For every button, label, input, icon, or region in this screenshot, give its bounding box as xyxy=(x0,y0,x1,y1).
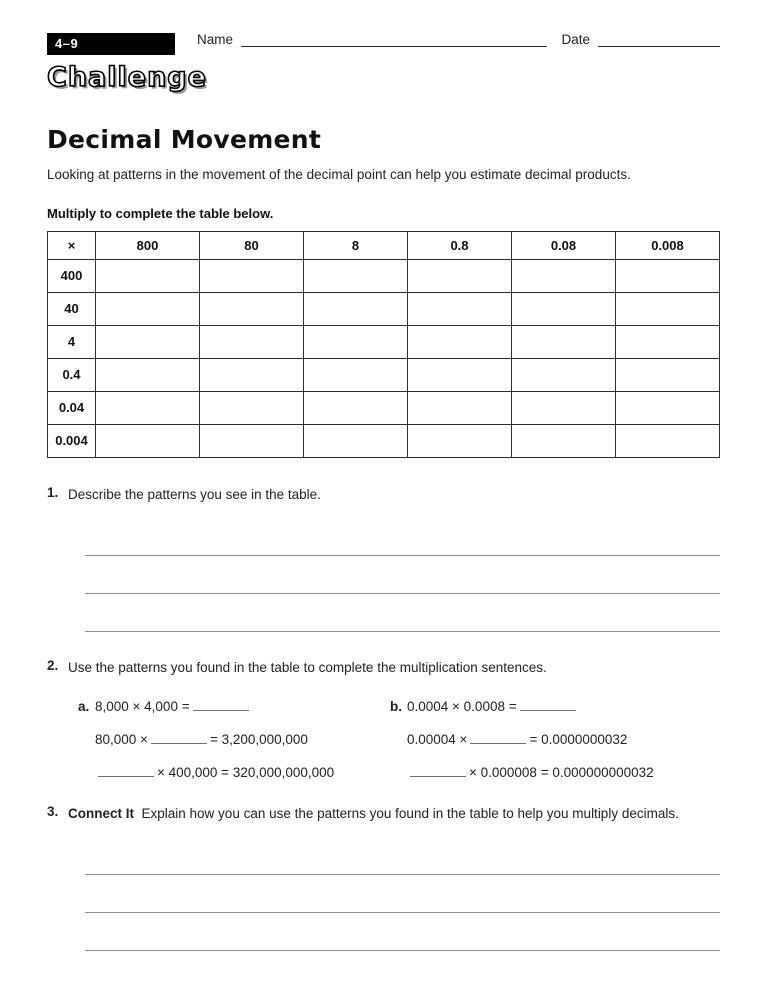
table-cell-empty xyxy=(512,391,616,424)
table-cell-empty xyxy=(304,325,408,358)
name-blank-line xyxy=(241,37,547,47)
table-cell-empty xyxy=(512,259,616,292)
table-cell-empty xyxy=(512,292,616,325)
question-3-heading: Connect It xyxy=(68,805,134,821)
table-cell-empty xyxy=(616,292,720,325)
equation-text: 8,000 × 4,000 = xyxy=(95,698,190,714)
equation-b3 xyxy=(390,764,720,780)
table-cell-empty xyxy=(408,292,512,325)
question-1-answer-area xyxy=(85,518,720,632)
date-label: Date xyxy=(561,32,590,47)
table-header-row xyxy=(48,231,720,259)
table-row xyxy=(48,358,720,391)
answer-line xyxy=(85,875,720,913)
equation-text: 80,000 × xyxy=(95,731,148,747)
table-cell-empty xyxy=(200,259,304,292)
table-cell-empty xyxy=(200,424,304,457)
table-row-label: 40 xyxy=(48,292,96,325)
equation-b1 xyxy=(390,698,720,714)
table-cell-empty xyxy=(304,358,408,391)
table-cell-empty xyxy=(96,325,200,358)
equation-text: = 3,200,000,000 xyxy=(209,731,308,747)
equation-text: × 0.000008 = 0.000000000032 xyxy=(469,764,654,780)
table-cell-empty xyxy=(200,358,304,391)
table-row-label: 0.04 xyxy=(48,391,96,424)
table-cell-empty xyxy=(408,325,512,358)
table-cell-empty xyxy=(96,358,200,391)
table-header-cell: 0.08 xyxy=(512,231,616,259)
table-corner-cell: × xyxy=(48,231,96,259)
table-header-cell: 8 xyxy=(304,231,408,259)
date-blank-line xyxy=(598,37,720,47)
equation-a3 xyxy=(78,764,390,780)
table-cell-empty xyxy=(512,325,616,358)
question-3-text xyxy=(68,804,720,824)
table-cell-empty xyxy=(96,259,200,292)
table-header-cell: 800 xyxy=(96,231,200,259)
multiplication-table xyxy=(47,231,720,458)
answer-line xyxy=(85,594,720,632)
question-2-text: Use the patterns you found in the table to complete the multiplication sentences. xyxy=(68,660,547,676)
header-row xyxy=(47,33,720,55)
table-cell-empty xyxy=(512,424,616,457)
equation-a-label: a. xyxy=(78,698,90,714)
answer-blank xyxy=(193,698,249,711)
table-cell-empty xyxy=(616,325,720,358)
equation-text: = 0.0000000032 xyxy=(529,731,628,747)
table-row xyxy=(48,292,720,325)
table-cell-empty xyxy=(408,424,512,457)
answer-line xyxy=(85,518,720,556)
worksheet-title: Decimal Movement xyxy=(47,125,322,154)
equation-text: × 400,000 = 320,000,000,000 xyxy=(157,764,335,780)
equation-a1 xyxy=(78,698,390,714)
table-cell-empty xyxy=(304,424,408,457)
name-date-row xyxy=(197,33,720,49)
question-3-number: 3. xyxy=(47,803,59,819)
answer-line xyxy=(85,913,720,951)
table-cell-empty xyxy=(408,391,512,424)
table-header-cell: 80 xyxy=(200,231,304,259)
equation-b2 xyxy=(390,731,720,747)
challenge-logo: Challenge xyxy=(47,62,207,93)
answer-blank xyxy=(470,731,526,744)
equation-text: 0.00004 × xyxy=(407,731,468,747)
answer-line xyxy=(85,837,720,875)
table-row-label: 0.4 xyxy=(48,358,96,391)
table-row-label: 400 xyxy=(48,259,96,292)
table-cell-empty xyxy=(304,292,408,325)
table-cell-empty xyxy=(616,391,720,424)
table-cell-empty xyxy=(304,391,408,424)
question-2-equations xyxy=(78,698,720,780)
answer-line xyxy=(85,556,720,594)
table-cell-empty xyxy=(200,391,304,424)
question-2 xyxy=(47,658,720,678)
lesson-number-badge: 4–9 xyxy=(47,33,175,55)
equation-a2 xyxy=(78,731,390,747)
table-cell-empty xyxy=(200,325,304,358)
question-3 xyxy=(47,804,720,824)
table-cell-empty xyxy=(408,259,512,292)
question-1-number: 1. xyxy=(47,484,59,500)
table-cell-empty xyxy=(616,424,720,457)
table-row xyxy=(48,259,720,292)
question-3-answer-area xyxy=(85,837,720,951)
answer-blank xyxy=(151,731,207,744)
answer-blank xyxy=(520,698,576,711)
table-row-label: 4 xyxy=(48,325,96,358)
answer-blank xyxy=(98,764,154,777)
table-row-label: 0.004 xyxy=(48,424,96,457)
equation-text: 0.0004 × 0.0008 = xyxy=(407,698,517,714)
table-row xyxy=(48,424,720,457)
table-cell-empty xyxy=(408,358,512,391)
intro-text: Looking at patterns in the movement of the decimal point can help you estimate decimal products. xyxy=(47,167,631,182)
question-2-number: 2. xyxy=(47,658,59,674)
table-cell-empty xyxy=(96,424,200,457)
name-label: Name xyxy=(197,32,234,47)
table-cell-empty xyxy=(512,358,616,391)
table-instruction: Multiply to complete the table below. xyxy=(47,205,274,221)
table-row xyxy=(48,325,720,358)
table-header-cell: 0.008 xyxy=(616,231,720,259)
table-cell-empty xyxy=(96,391,200,424)
table-cell-empty xyxy=(96,292,200,325)
question-1-text: Describe the patterns you see in the table. xyxy=(68,486,321,502)
equation-b-label: b. xyxy=(390,698,402,714)
table-cell-empty xyxy=(200,292,304,325)
table-cell-empty xyxy=(304,259,408,292)
table-header-cell: 0.8 xyxy=(408,231,512,259)
table-cell-empty xyxy=(616,259,720,292)
table-row xyxy=(48,391,720,424)
answer-blank xyxy=(410,764,466,777)
question-3-body: Explain how you can use the patterns you found in the table to help you multiply decimals. xyxy=(141,805,679,821)
table-cell-empty xyxy=(616,358,720,391)
question-1 xyxy=(47,485,720,505)
